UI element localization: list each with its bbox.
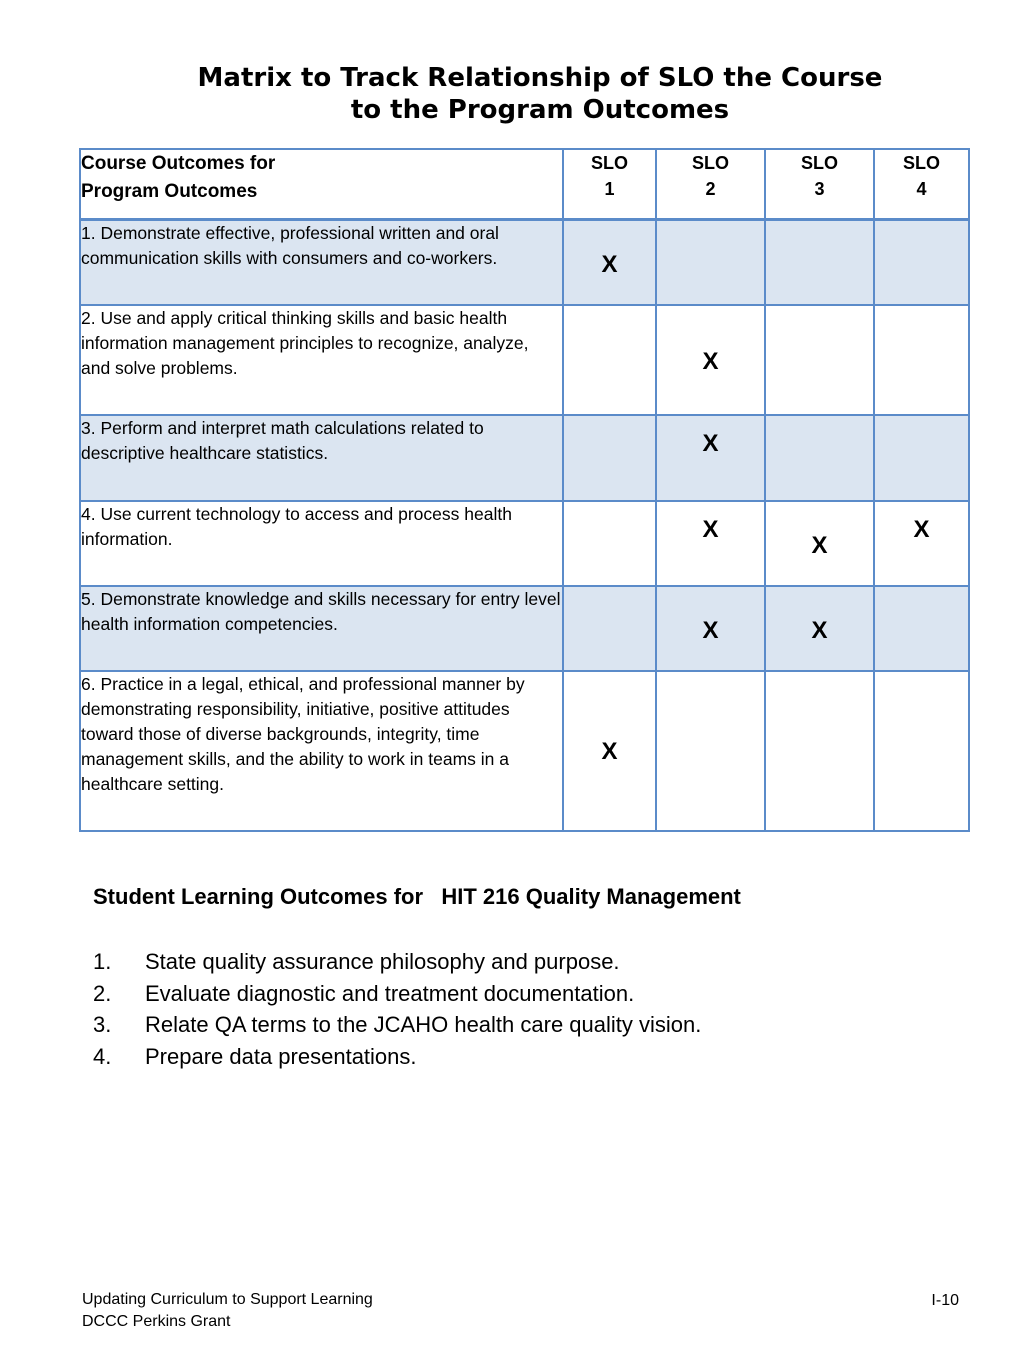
page-title	[0, 62, 1024, 126]
header-slo-3	[765, 149, 874, 220]
outcome-text: 4. Use current technology to access and process health information.	[80, 501, 563, 586]
table-row	[80, 586, 969, 671]
footer-line-1: Updating Curriculum to Support Learning	[82, 1291, 373, 1308]
mark-cell	[765, 305, 874, 415]
mark-cell	[874, 671, 969, 831]
header-slo-label: SLO	[691, 153, 729, 173]
mark: X	[702, 347, 719, 375]
slo-list	[93, 946, 701, 1073]
outcome-text: 1. Demonstrate effective, professional written and oral communication skills with consumers and co-workers.	[80, 220, 563, 305]
list-number: 1.	[93, 949, 112, 974]
title-line-1: Matrix to Track Relationship of SLO the Course	[197, 63, 883, 93]
mark: X	[913, 515, 930, 543]
mark-cell	[656, 671, 765, 831]
list-number: 4.	[93, 1044, 112, 1070]
list-text: Relate QA terms to the JCAHO health care quality vision.	[145, 1012, 702, 1038]
footer-left	[82, 1289, 373, 1333]
mark-cell	[656, 586, 765, 671]
outcome-text: 6. Practice in a legal, ethical, and professional manner by demonstrating responsibility, initiative, positive attitudes toward those of diverse backgrounds, integrity, time management skills, and the ability to work in teams in a healthcare setting.	[80, 671, 563, 831]
table-row	[80, 305, 969, 415]
slo-section-heading: Student Learning Outcomes for HIT 216 Quality Management	[93, 884, 741, 909]
table-row	[80, 220, 969, 305]
mark-cell	[563, 305, 656, 415]
mark-cell	[765, 671, 874, 831]
header-slo-label: SLO	[590, 153, 628, 173]
mark-cell	[656, 415, 765, 501]
outcome-text: 3. Perform and interpret math calculations related to descriptive healthcare statistics.	[80, 415, 563, 501]
mark-cell	[656, 220, 765, 305]
outcomes-matrix-table	[79, 148, 970, 832]
list-text: Prepare data presentations.	[145, 1044, 417, 1070]
table-row	[80, 501, 969, 586]
mark: X	[702, 429, 719, 457]
mark-cell	[563, 220, 656, 305]
list-item	[93, 1041, 701, 1073]
mark-cell	[874, 220, 969, 305]
table-header-row	[80, 149, 969, 220]
header-slo-number: 2	[705, 179, 716, 199]
mark-cell	[563, 586, 656, 671]
mark-cell	[874, 501, 969, 586]
mark-cell	[765, 415, 874, 501]
header-slo-number: 4	[916, 179, 927, 199]
mark-cell	[656, 501, 765, 586]
list-number: 2.	[93, 980, 112, 1006]
header-label-line-2: Program Outcomes	[81, 181, 258, 202]
mark: X	[601, 251, 618, 278]
mark-cell	[765, 501, 874, 586]
list-item	[93, 978, 701, 1010]
list-text: Evaluate diagnostic and treatment documentation.	[145, 980, 635, 1006]
outcome-text: 2. Use and apply critical thinking skills and basic health information management principles to recognize, analyze, and solve problems.	[80, 305, 563, 415]
header-slo-label: SLO	[800, 153, 838, 173]
header-label-line-1: Course Outcomes for	[81, 153, 276, 174]
mark-cell	[765, 586, 874, 671]
header-course-outcomes	[80, 149, 563, 220]
table-row	[80, 671, 969, 831]
mark-cell	[563, 415, 656, 501]
title-line-2: to the Program Outcomes	[350, 95, 730, 125]
mark-cell	[874, 305, 969, 415]
mark: X	[811, 616, 828, 644]
mark-cell	[874, 586, 969, 671]
outcome-text: 5. Demonstrate knowledge and skills necessary for entry level health information competencies.	[80, 586, 563, 671]
mark: X	[702, 616, 719, 644]
table-row	[80, 415, 969, 501]
mark-cell	[765, 220, 874, 305]
mark: X	[811, 531, 828, 559]
header-slo-4	[874, 149, 969, 220]
list-item	[93, 1009, 701, 1041]
mark: X	[601, 737, 618, 765]
mark-cell	[563, 671, 656, 831]
list-item	[93, 946, 701, 978]
mark-cell	[656, 305, 765, 415]
page-number: I-10	[931, 1292, 959, 1309]
header-slo-number: 3	[814, 179, 825, 199]
list-number: 3.	[93, 1012, 112, 1038]
header-slo-2	[656, 149, 765, 220]
list-text: State quality assurance philosophy and purpose.	[145, 949, 620, 974]
mark-cell	[874, 415, 969, 501]
mark: X	[702, 515, 719, 543]
header-slo-number: 1	[604, 179, 615, 199]
header-slo-label: SLO	[902, 153, 940, 173]
header-slo-1	[563, 149, 656, 220]
mark-cell	[563, 501, 656, 586]
footer-line-2: DCCC Perkins Grant	[82, 1313, 231, 1330]
